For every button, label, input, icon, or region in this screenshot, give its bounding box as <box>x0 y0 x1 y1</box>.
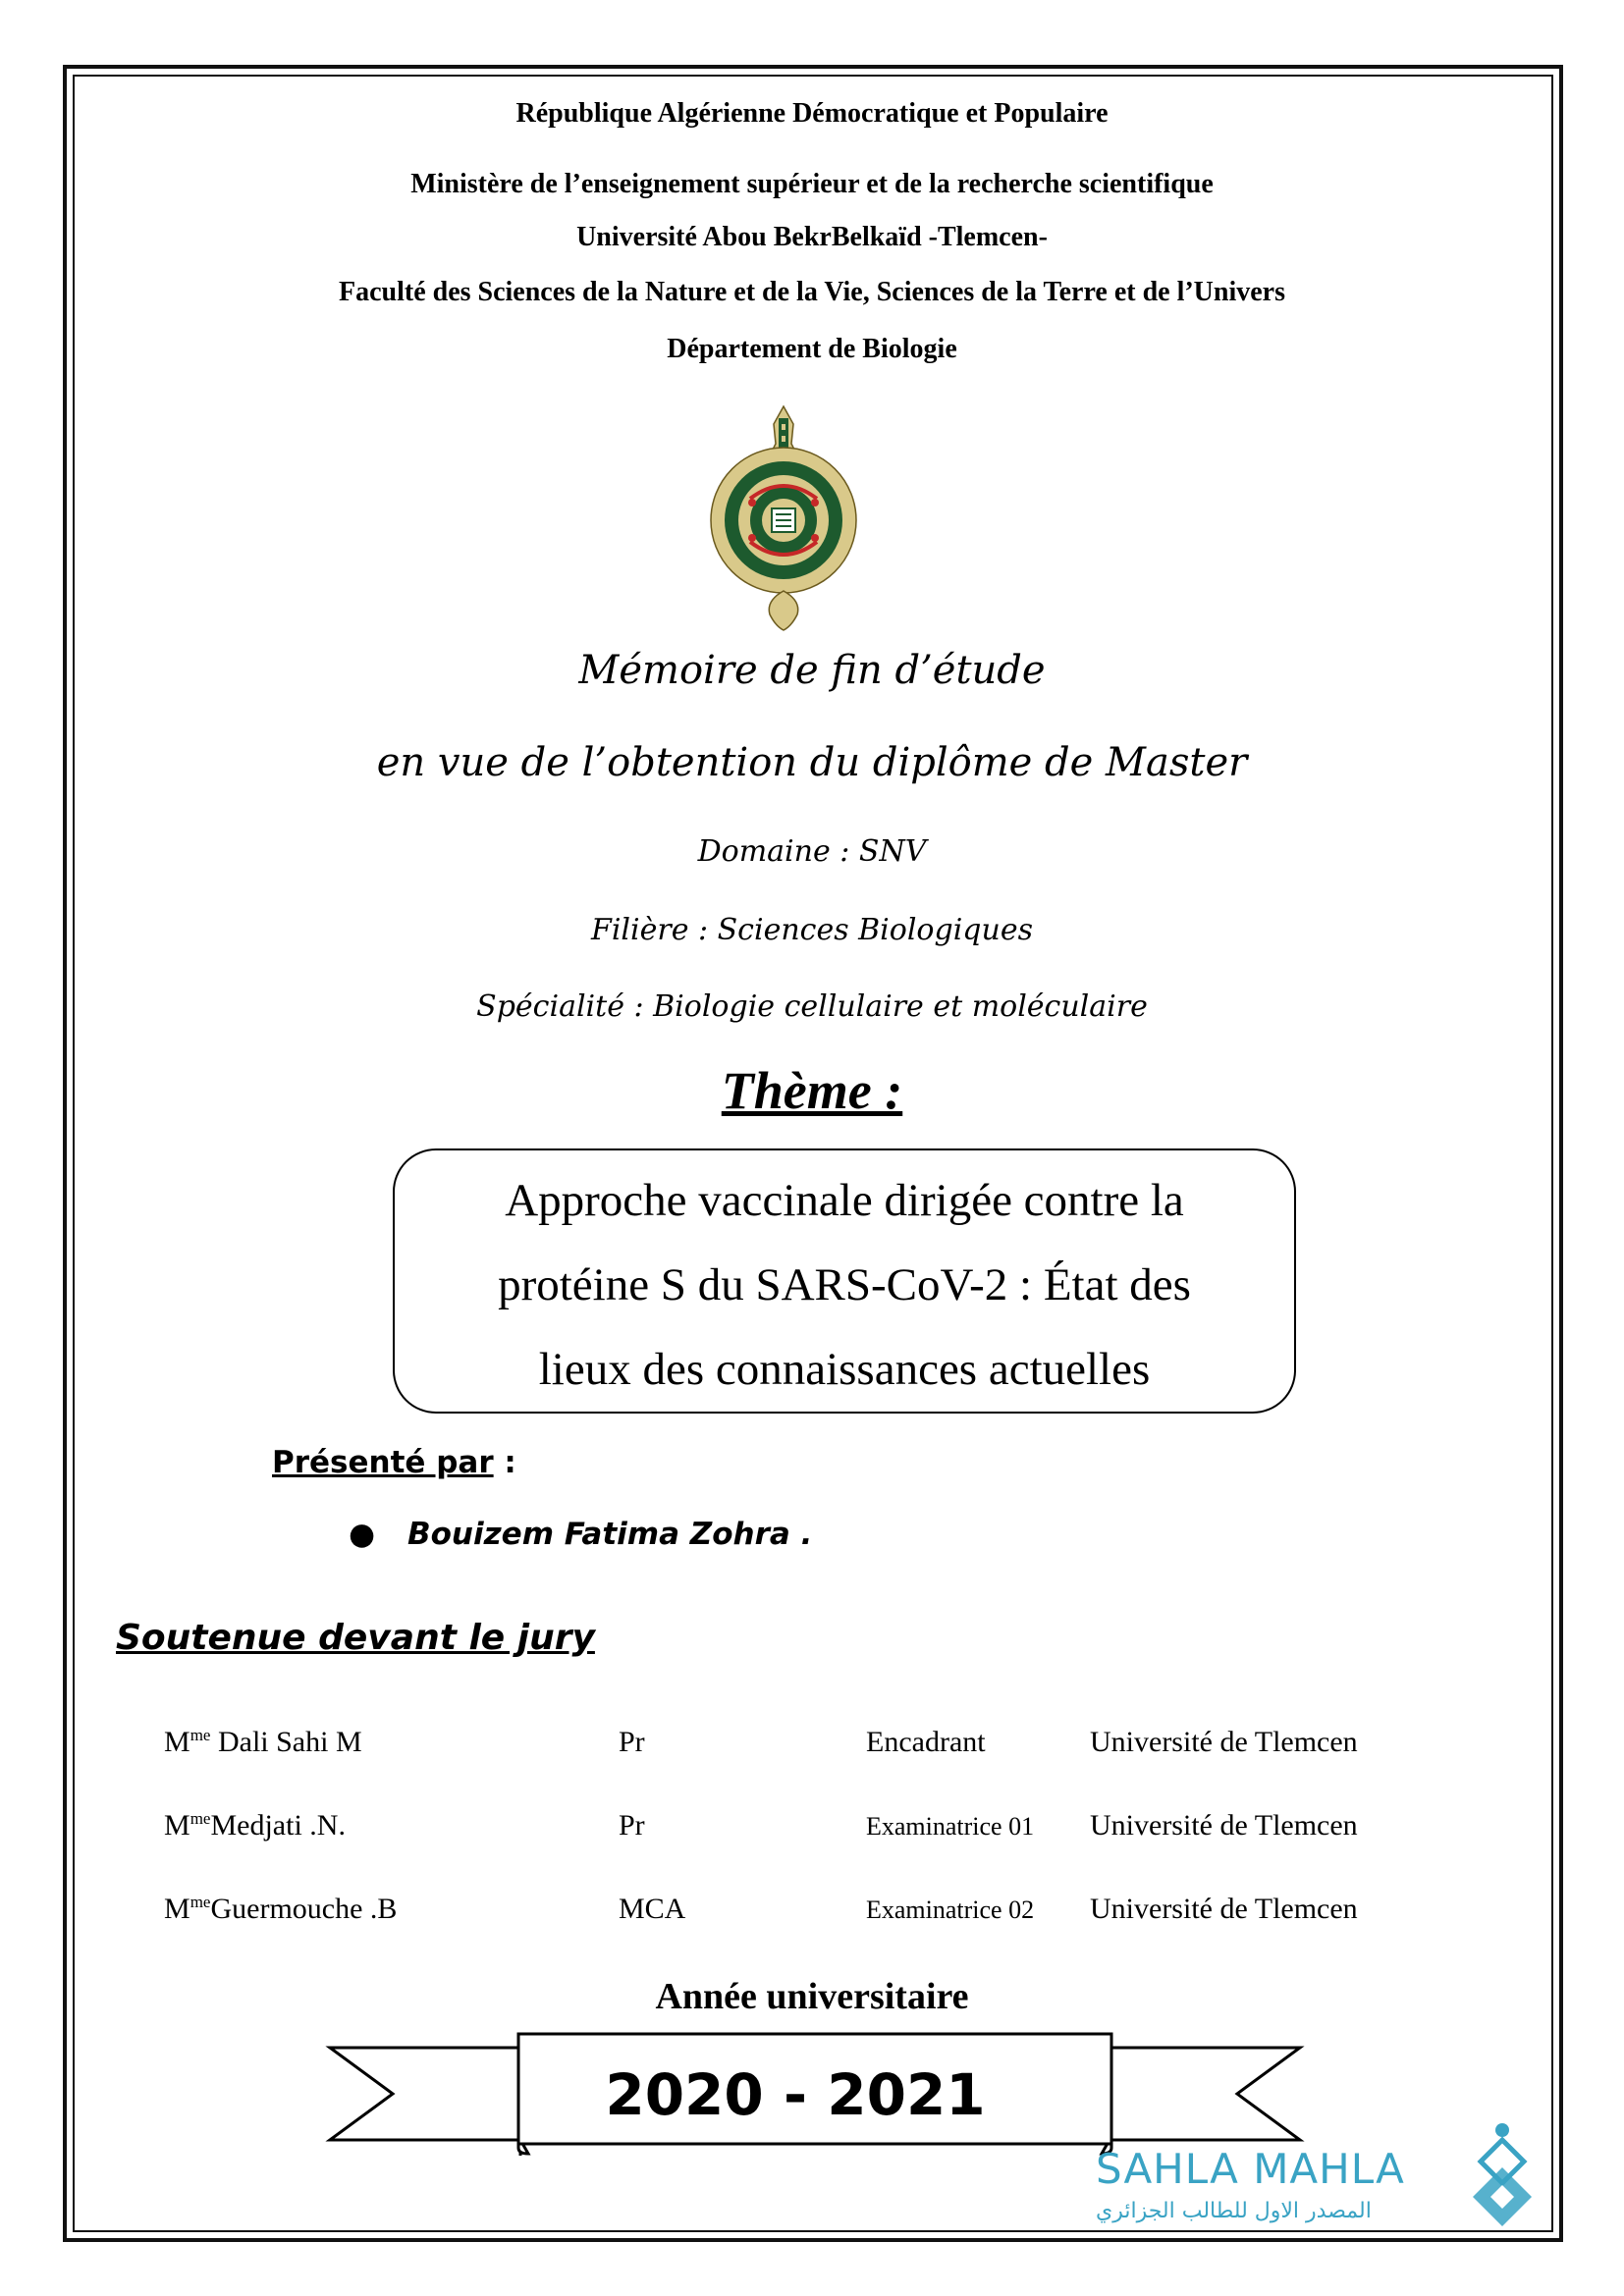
presented-by-label <box>272 1445 516 1480</box>
jury-member-grade: MCA <box>619 1893 686 1925</box>
bullet-icon: ● <box>349 1517 376 1552</box>
student-name: Bouizem Fatima Zohra . <box>407 1517 813 1552</box>
watermark-logo-icon <box>1463 2120 1542 2228</box>
university-line: Université Abou BekrBelkaïd -Tlemcen- <box>576 222 1048 252</box>
jury-row <box>0 1893 1624 1932</box>
emblem-base <box>769 591 797 630</box>
watermark-text: SAHLA MAHLA <box>1096 2145 1405 2193</box>
thesis-title-line-1: Approche vaccinale dirigée contre la <box>505 1175 1184 1226</box>
jury-member-institution: Université de Tlemcen <box>1090 1726 1358 1758</box>
presented-by-text: Présenté par <box>272 1445 494 1480</box>
filiere-line: Filière : Sciences Biologiques <box>591 913 1033 947</box>
specialite-line: Spécialité : Biologie cellulaire et moléculaire <box>476 989 1148 1024</box>
jury-title: Soutenue devant le jury <box>116 1618 595 1658</box>
jury-member-institution: Université de Tlemcen <box>1090 1893 1358 1925</box>
jury-member-name: $M^{me}Medjati$ .N. <box>164 1809 346 1842</box>
ministry-line: Ministère de l’enseignement supérieur et de la recherche scientifique <box>410 169 1214 199</box>
jury-member-grade: Pr <box>619 1726 645 1758</box>
jury-member-role: Examinatrice 02 <box>866 1896 1035 1924</box>
emblem-rosette <box>711 448 856 593</box>
domaine-line: Domaine : SNV <box>697 834 927 869</box>
jury-member-role: Examinatrice 01 <box>866 1812 1035 1841</box>
memoire-line-1: Mémoire de fin d’étude <box>578 648 1046 693</box>
republic-line: République Algérienne Démocratique et Populaire <box>515 98 1109 129</box>
jury-member-name: $M^{me}Guermouche$ .B <box>164 1893 398 1925</box>
academic-year: 2020 - 2021 <box>605 2061 986 2128</box>
jury-member-name: $M^{me}$ Dali Sahi M <box>164 1726 362 1758</box>
university-emblem-icon <box>705 404 862 632</box>
jury-row <box>0 1726 1624 1765</box>
thesis-title-line-3: lieux des connaissances actuelles <box>538 1344 1151 1395</box>
thesis-title-line-2: protéine S du SARS-CoV-2 : État des <box>498 1259 1191 1310</box>
student-item <box>349 1517 812 1552</box>
jury-member-institution: Université de Tlemcen <box>1090 1809 1358 1842</box>
memoire-line-2: en vue de l’obtention du diplôme de Master <box>376 740 1248 785</box>
department-line: Département de Biologie <box>667 334 957 364</box>
jury-member-role: Encadrant <box>866 1726 986 1758</box>
presented-by-colon: : <box>493 1445 516 1480</box>
theme-label: Thème : <box>721 1061 903 1120</box>
year-label: Année universitaire <box>655 1976 969 2017</box>
jury-row <box>0 1809 1624 1848</box>
faculty-line: Faculté des Sciences de la Nature et de la Vie, Sciences de la Terre et de l’Univers <box>338 277 1286 307</box>
watermark-subtitle: المصدر الاول للطالب الجزائري <box>1096 2199 1372 2223</box>
jury-member-grade: Pr <box>619 1809 645 1842</box>
